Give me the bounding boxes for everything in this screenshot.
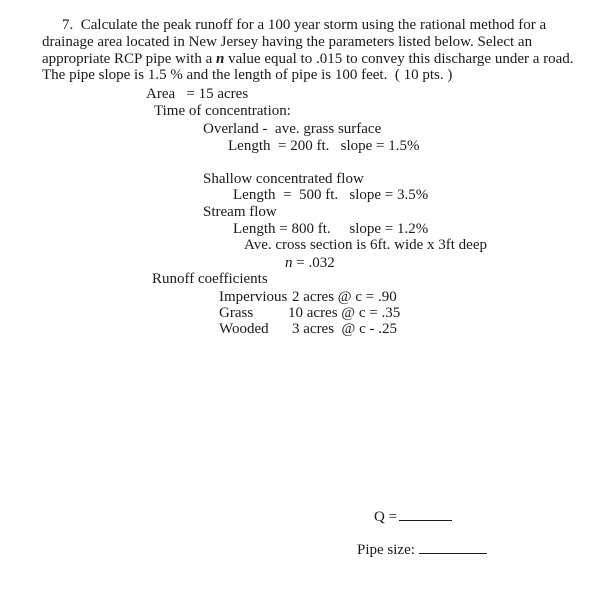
n-symbol: n bbox=[216, 51, 225, 67]
stream-manning-n: n = .032 bbox=[285, 255, 335, 271]
pipe-size-label: Pipe size: bbox=[357, 542, 415, 558]
problem-number: 7. bbox=[62, 17, 74, 33]
stream-title: Stream flow bbox=[203, 204, 277, 220]
stream-section: Ave. cross section is 6ft. wide x 3ft deep bbox=[244, 237, 487, 253]
q-answer-line bbox=[374, 508, 452, 525]
runoff-surface: Wooded bbox=[219, 321, 269, 337]
runoff-value: 10 acres @ c = .35 bbox=[288, 305, 401, 321]
pipe-size-answer-blank[interactable] bbox=[419, 541, 487, 554]
runoff-value: 2 acres @ c = .90 bbox=[292, 289, 397, 305]
q-label: Q = bbox=[374, 509, 398, 525]
stream-params: Length = 800 ft. slope = 1.2% bbox=[233, 221, 429, 237]
problem-line-3: appropriate RCP pipe with a n value equal to .015 to convey this discharge under a road. bbox=[42, 51, 574, 67]
shallow-title: Shallow concentrated flow bbox=[203, 171, 364, 187]
problem-line-4: The pipe slope is 1.5 % and the length of pipe is 100 feet. ( 10 pts. ) bbox=[42, 67, 453, 83]
shallow-params: Length = 500 ft. slope = 3.5% bbox=[233, 187, 429, 203]
overland-title: Overland - ave. grass surface bbox=[203, 121, 382, 137]
overland-params: Length = 200 ft. slope = 1.5% bbox=[228, 138, 420, 154]
runoff-surface: Grass bbox=[219, 305, 254, 321]
runoff-heading: Runoff coefficients bbox=[152, 271, 268, 287]
pipe-size-answer-line bbox=[357, 541, 487, 558]
q-answer-blank[interactable] bbox=[399, 508, 452, 521]
area-line: Area = 15 acres bbox=[146, 86, 249, 102]
runoff-value: 3 acres @ c - .25 bbox=[292, 321, 398, 337]
runoff-surface: Impervious bbox=[219, 289, 288, 305]
problem-line-1: 7. Calculate the peak runoff for a 100 year storm using the rational method for a bbox=[62, 17, 547, 33]
n-symbol-stream: n bbox=[285, 255, 293, 271]
problem-line-2: drainage area located in New Jersey having the parameters listed below. Select an bbox=[42, 34, 533, 50]
toc-heading: Time of concentration: bbox=[154, 103, 291, 119]
